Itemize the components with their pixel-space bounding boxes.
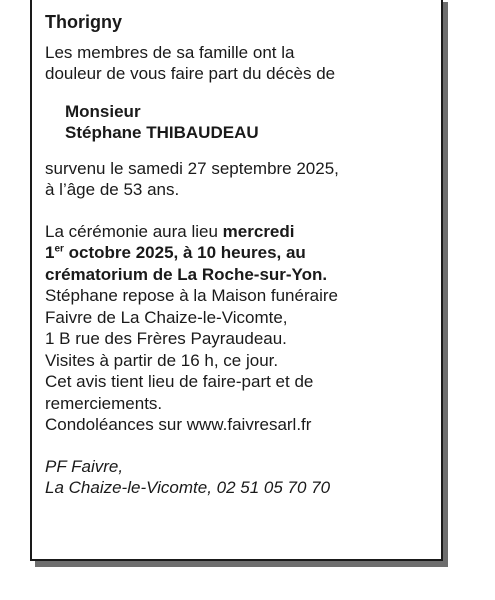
- condolences-line: Condoléances sur www.faivresarl.fr: [45, 415, 312, 434]
- thanks-line-1: Cet avis tient lieu de faire-part et de: [45, 372, 314, 391]
- ceremony-day-suffix: er: [54, 243, 64, 255]
- intro-line-2: douleur de vous faire part du décès de: [45, 64, 336, 83]
- thanks-line-2: remerciements.: [45, 393, 163, 413]
- ceremony-prefix: La cérémonie aura lieu: [45, 221, 223, 241]
- ceremony-line-1: [45, 221, 345, 243]
- rest-line-3: 1 B rue des Frères Payraudeau.: [45, 329, 287, 348]
- ceremony-day-number: 1: [45, 243, 55, 262]
- ceremony-line-2: [45, 242, 345, 264]
- deceased-name-block: [65, 101, 345, 144]
- intro-line-1: Les membres de sa famille ont la: [45, 42, 295, 62]
- rest-line-1: Stéphane repose à la Maison funéraire: [45, 286, 338, 305]
- signature-line-1: PF Faivre,: [45, 456, 124, 476]
- death-line-1: survenu le samedi 27 septembre 2025,: [45, 158, 339, 178]
- name-full: Stéphane THIBAUDEAU: [65, 123, 259, 142]
- town-heading: Thorigny: [45, 12, 122, 32]
- ceremony-day-name: mercredi: [222, 221, 295, 241]
- signature-line-2: La Chaize-le-Vicomte, 02 51 05 70 70: [45, 478, 331, 497]
- name-title: Monsieur: [65, 101, 141, 121]
- death-line-2: à l’âge de 53 ans.: [45, 180, 180, 199]
- rest-line-2: Faivre de La Chaize-le-Vicomte,: [45, 307, 288, 327]
- visits-line: Visites à partir de 16 h, ce jour.: [45, 350, 279, 370]
- ceremony-place: crématorium de La Roche-sur-Yon.: [45, 264, 328, 284]
- ceremony-line-3: [45, 264, 345, 286]
- notice-content: [45, 12, 345, 499]
- ceremony-date-time: octobre 2025, à 10 heures, au: [63, 243, 306, 262]
